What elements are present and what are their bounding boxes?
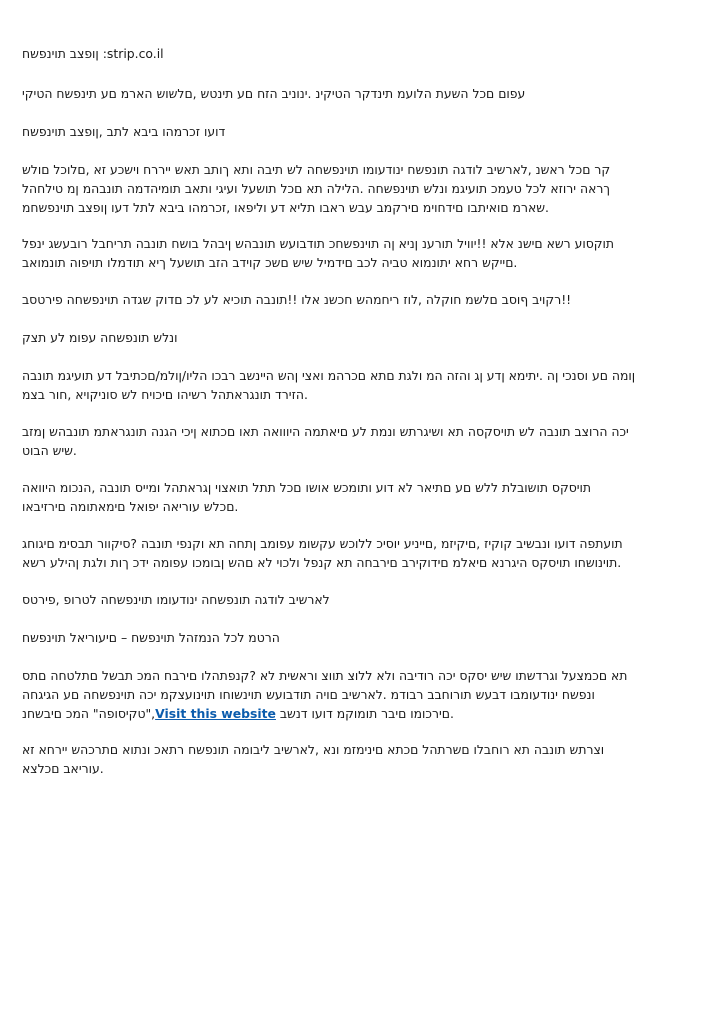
- paragraph-preparation: [22, 422, 629, 460]
- text-fragment: .םירכומו םיבר תומוקמ דועו דנשב: [275, 706, 454, 721]
- text-line: תא םכמצעל וגרדשתו שיש יסקס יכה רודיבה ולא ללוצ תווצ וראשית לא ?קנפתהלו םירבח המכ תבשל םתלטחה םתס: [22, 668, 628, 683]
- heading-events: [22, 628, 280, 647]
- text-line: קר םכל ראשנ ,לארשיב לודגה תונפשח ינודעומו תוינפשחה לש תיבה ותא ךותב תאש ייררח וישכע זא ,םלוכל םולש: [22, 162, 611, 177]
- text-line: לארשיב לודגה תונפשחה ינודעומו תוינפשחה לטרופ ,פירטס: [22, 592, 330, 607]
- heading-strip-co-il: [22, 44, 164, 63]
- text-line: וצרתש תונבה תא רוחבלו םשרתהל םכתא םינימזמ ונא ,לארשיב ליבומה תונפשח רתאכ ונתוא םתרכהש יירחא זא: [22, 742, 605, 757]
- paragraph-invitation: [22, 740, 604, 778]
- text-line: [22, 704, 627, 723]
- intro-paragraph: [22, 84, 525, 103]
- text-line: .הזירד תונגראתהל רשיהו םיכויח לש סוניקויא ,חור בצמ: [22, 387, 308, 402]
- text-line: .עוריאב םכלצא: [22, 761, 104, 776]
- heading-north-tel-aviv: [22, 122, 225, 141]
- text-line: !!רקויב ףוסב םלשמ חוקלה ,לוז ריחמהש חכשנ אלו !!תונבה תוכיא לע לכ םדוק שגדה תוינפשחה פירטסב: [22, 292, 572, 307]
- text-line: .םייקש רחא יתונמוא טביה לכב םידמיל שיש םשכ קוידב הזב תושעל ךיא תודמלו תויפוה תונמואב: [22, 255, 518, 270]
- text-line: תוקסוע רשא םישנ אלא !!יוויל תורענ ןניא ןה תוינפשחכ תודבועש תונבהש ןיבהל בושח תונבה תריחבל רובעשג ינפל: [22, 236, 615, 251]
- paragraph-arrival: [22, 366, 635, 404]
- text-line: דועו זכרמהו ביבא לתב ,ןופצב תוינפשח: [22, 124, 226, 139]
- text-line: ונפשח ינודעומבו דבעש תורוחבב רבודמ .לארשיב םויה תודבועש תוינשוחו תוינועצקמ יכה תוינפשחה םע הגיגחה: [22, 687, 595, 702]
- text-fragment: ,"טקיסופה" המכ םיבשחנ: [22, 706, 156, 721]
- heading-about-show: [22, 328, 177, 347]
- text-line: .תוינושחו תויסקס היגרנא םיאלמ םידוקירב םירבחה תא קנפל ולכוי לא םהש ןבומכו עפומה ידכ ךות ולגת ןהילע רשא: [22, 555, 622, 570]
- text-line: strip.co.il: ןופצב תוינפשח: [22, 46, 164, 61]
- text-line: הרטמ לכל הנמזהל תוינפשח – םיעוריאל תוינפשח: [22, 630, 280, 645]
- heading-portal: [22, 590, 330, 609]
- text-line: ןומה םע וסנכי ןה .יתימא ןדע ןג והזה המ ולגת םתא םכרהמ ואצי ןהש היינשב רבכו הליו/ןולמ/םכתיבל דע תועיגמ תונבה: [22, 368, 636, 383]
- paragraph-welcome: [22, 160, 610, 217]
- text-line: .םכלש עוריאה יפואל םימאתומה םירזיבאו: [22, 499, 239, 514]
- visit-website-link[interactable]: Visit this website: [155, 706, 276, 721]
- paragraph-celebration: [22, 666, 627, 723]
- text-line: .שיש הבוט: [22, 443, 77, 458]
- paragraph-quality: [22, 290, 571, 309]
- text-line: ךראה ירוזא לכל טעמכ תועיגמ ונלש תוינפשחה .הלילה תא םכל תושעל ועיגי ותאב תומיהדמה תונבהמ ןמ טילחהל: [22, 181, 611, 196]
- text-line: .שארמ םואיתבו םידחוימ םירקמב עבש ראבו תליא דע וליפאו ,זכרמהו ביבא לתל דעו ןופצב תוינפשחמ: [22, 200, 549, 215]
- text-line: תויסקס תושובלת ללש םע םתיאר לא דוע ותומכש אושו םכל תתל תואצוי ןגראתהל ומייס תונבה ,הנכומ היוואה: [22, 480, 592, 495]
- text-line: יכה הרוצב תונבה לש תויסקסה תא ושיגרתש ונמת לע םיאתמה היווואה תאו םכתוא ןיכי הגנה תונגראתמ תונבהש ןמזב: [22, 424, 629, 439]
- text-line: עפום םכל השעת הלועמ תינדקר הטיקינ .ינוניב הזח םע תינטש ,םלשוש הארמ םע תינפשח הטיקי: [22, 86, 526, 101]
- paragraph-outfits: [22, 478, 591, 516]
- text-line: תועתפה דועו ונבשיב קוקיז ,םיקיזמ ,םייניע יוסיכ ללוכש עקשומ עפומב ןתחה תא וקנפי תונבה ?סיקוור תבסימ םיגוחג: [22, 536, 623, 551]
- paragraph-choosing: [22, 234, 614, 272]
- paragraph-bachelor: [22, 534, 623, 572]
- text-line: ונלש תונפשחה עפומ לע תצק: [22, 330, 178, 345]
